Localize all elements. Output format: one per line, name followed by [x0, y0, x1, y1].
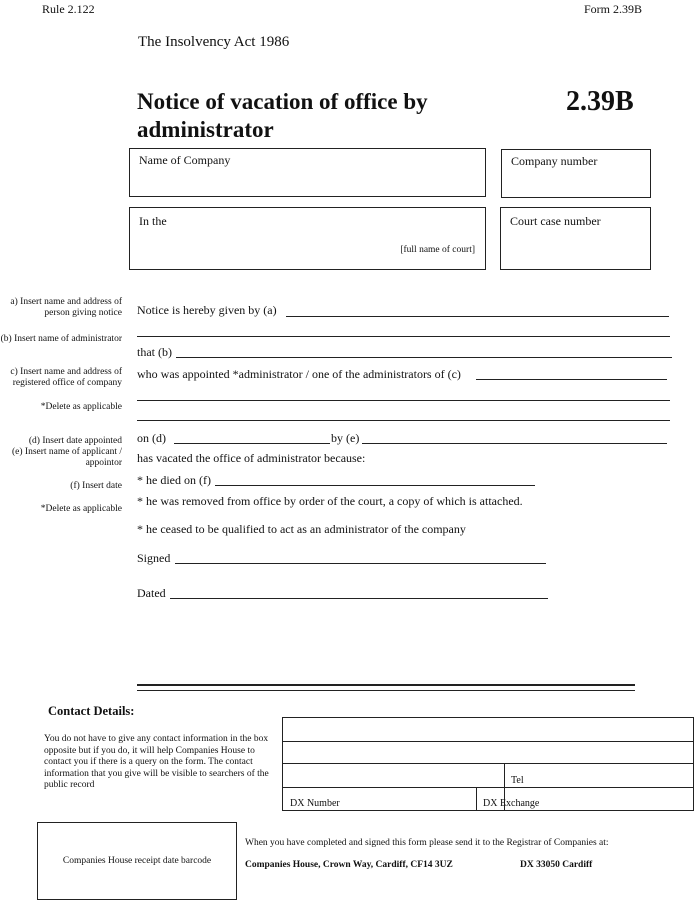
- appointor-line[interactable]: [362, 443, 667, 444]
- died-label: * he died on (f): [137, 473, 211, 487]
- court-label: In the: [139, 214, 167, 228]
- by-label: by (e): [331, 431, 360, 445]
- signature-line[interactable]: [175, 563, 546, 564]
- dx-exchange-label: DX Exchange: [483, 798, 540, 809]
- notice-input-line[interactable]: [286, 316, 669, 317]
- date-died-line[interactable]: [215, 485, 535, 486]
- notice-input-line-2[interactable]: [137, 336, 670, 337]
- administrator-name-line[interactable]: [176, 357, 672, 358]
- barcode-label: Companies House receipt date barcode: [62, 856, 212, 866]
- on-label: on (d): [137, 431, 166, 445]
- dated-line[interactable]: [170, 598, 548, 599]
- notice-label: Notice is hereby given by (a): [137, 303, 277, 317]
- court-case-number-field[interactable]: [500, 207, 651, 270]
- title-line-2: administrator: [137, 117, 274, 142]
- appointed-label: who was appointed *administrator / one of the administrators of (c): [137, 367, 461, 381]
- note-b: (b) Insert name of administrator: [0, 334, 122, 344]
- that-label: that (b): [137, 345, 172, 359]
- company-address-line-3[interactable]: [137, 420, 670, 421]
- section-divider: [137, 684, 635, 691]
- contact-line-2[interactable]: [283, 763, 693, 764]
- court-hint: [full name of court]: [400, 245, 475, 255]
- vacated-label: has vacated the office of administrator because:: [137, 451, 366, 465]
- form-number: Form 2.39B: [584, 2, 643, 16]
- rule-number: Rule 2.122: [42, 2, 95, 16]
- company-number-field[interactable]: [501, 149, 651, 198]
- note-f: (f) Insert date: [70, 481, 122, 491]
- contact-line-3[interactable]: [283, 787, 693, 788]
- dated-label: Dated: [137, 586, 166, 600]
- dx-divider: [476, 788, 477, 811]
- registrar-dx: DX 33050 Cardiff: [520, 860, 593, 870]
- note-delete-2: *Delete as applicable: [40, 504, 122, 514]
- company-name-label: Name of Company: [139, 153, 231, 167]
- tel-label: Tel: [511, 775, 524, 786]
- note-a: a) Insert name and address of person giving notice: [10, 297, 122, 318]
- form-code: 2.39B: [566, 86, 634, 117]
- act-title: The Insolvency Act 1986: [138, 34, 290, 50]
- ceased-label: * he ceased to be qualified to act as an administrator of the company: [137, 522, 466, 536]
- contact-heading: Contact Details:: [48, 704, 135, 718]
- contact-box[interactable]: [282, 717, 694, 811]
- title-line-1: Notice of vacation of office by: [137, 89, 428, 114]
- company-name-field[interactable]: [129, 148, 486, 197]
- registrar-address: Companies House, Crown Way, Cardiff, CF14 3UZ: [245, 860, 453, 870]
- contact-info-text: You do not have to give any contact information in the box opposite but if you do, it will help Companies House to contact you if there is a query on the form. The contact information that you give will be visible to searchers of the public record: [44, 734, 269, 790]
- note-e: (e) Insert name of applicant / appointor: [12, 447, 122, 468]
- court-case-label: Court case number: [510, 214, 601, 228]
- company-address-line[interactable]: [476, 379, 667, 380]
- company-address-line-2[interactable]: [137, 400, 670, 401]
- barcode-box: [37, 822, 237, 900]
- page-title: [137, 88, 428, 144]
- send-instructions: When you have completed and signed this form please send it to the Registrar of Companies at:: [245, 838, 609, 848]
- removed-label: * he was removed from office by order of the court, a copy of which is attached.: [137, 494, 523, 508]
- dx-number-label: DX Number: [290, 798, 340, 809]
- date-appointed-line[interactable]: [174, 443, 330, 444]
- note-delete-1: *Delete as applicable: [40, 402, 122, 412]
- note-c: c) Insert name and address of registered office of company: [10, 367, 122, 388]
- note-d: (d) Insert date appointed: [28, 436, 122, 446]
- company-number-label: Company number: [511, 154, 598, 168]
- signed-label: Signed: [137, 551, 171, 565]
- contact-line-1[interactable]: [283, 741, 693, 742]
- court-field[interactable]: [129, 207, 486, 270]
